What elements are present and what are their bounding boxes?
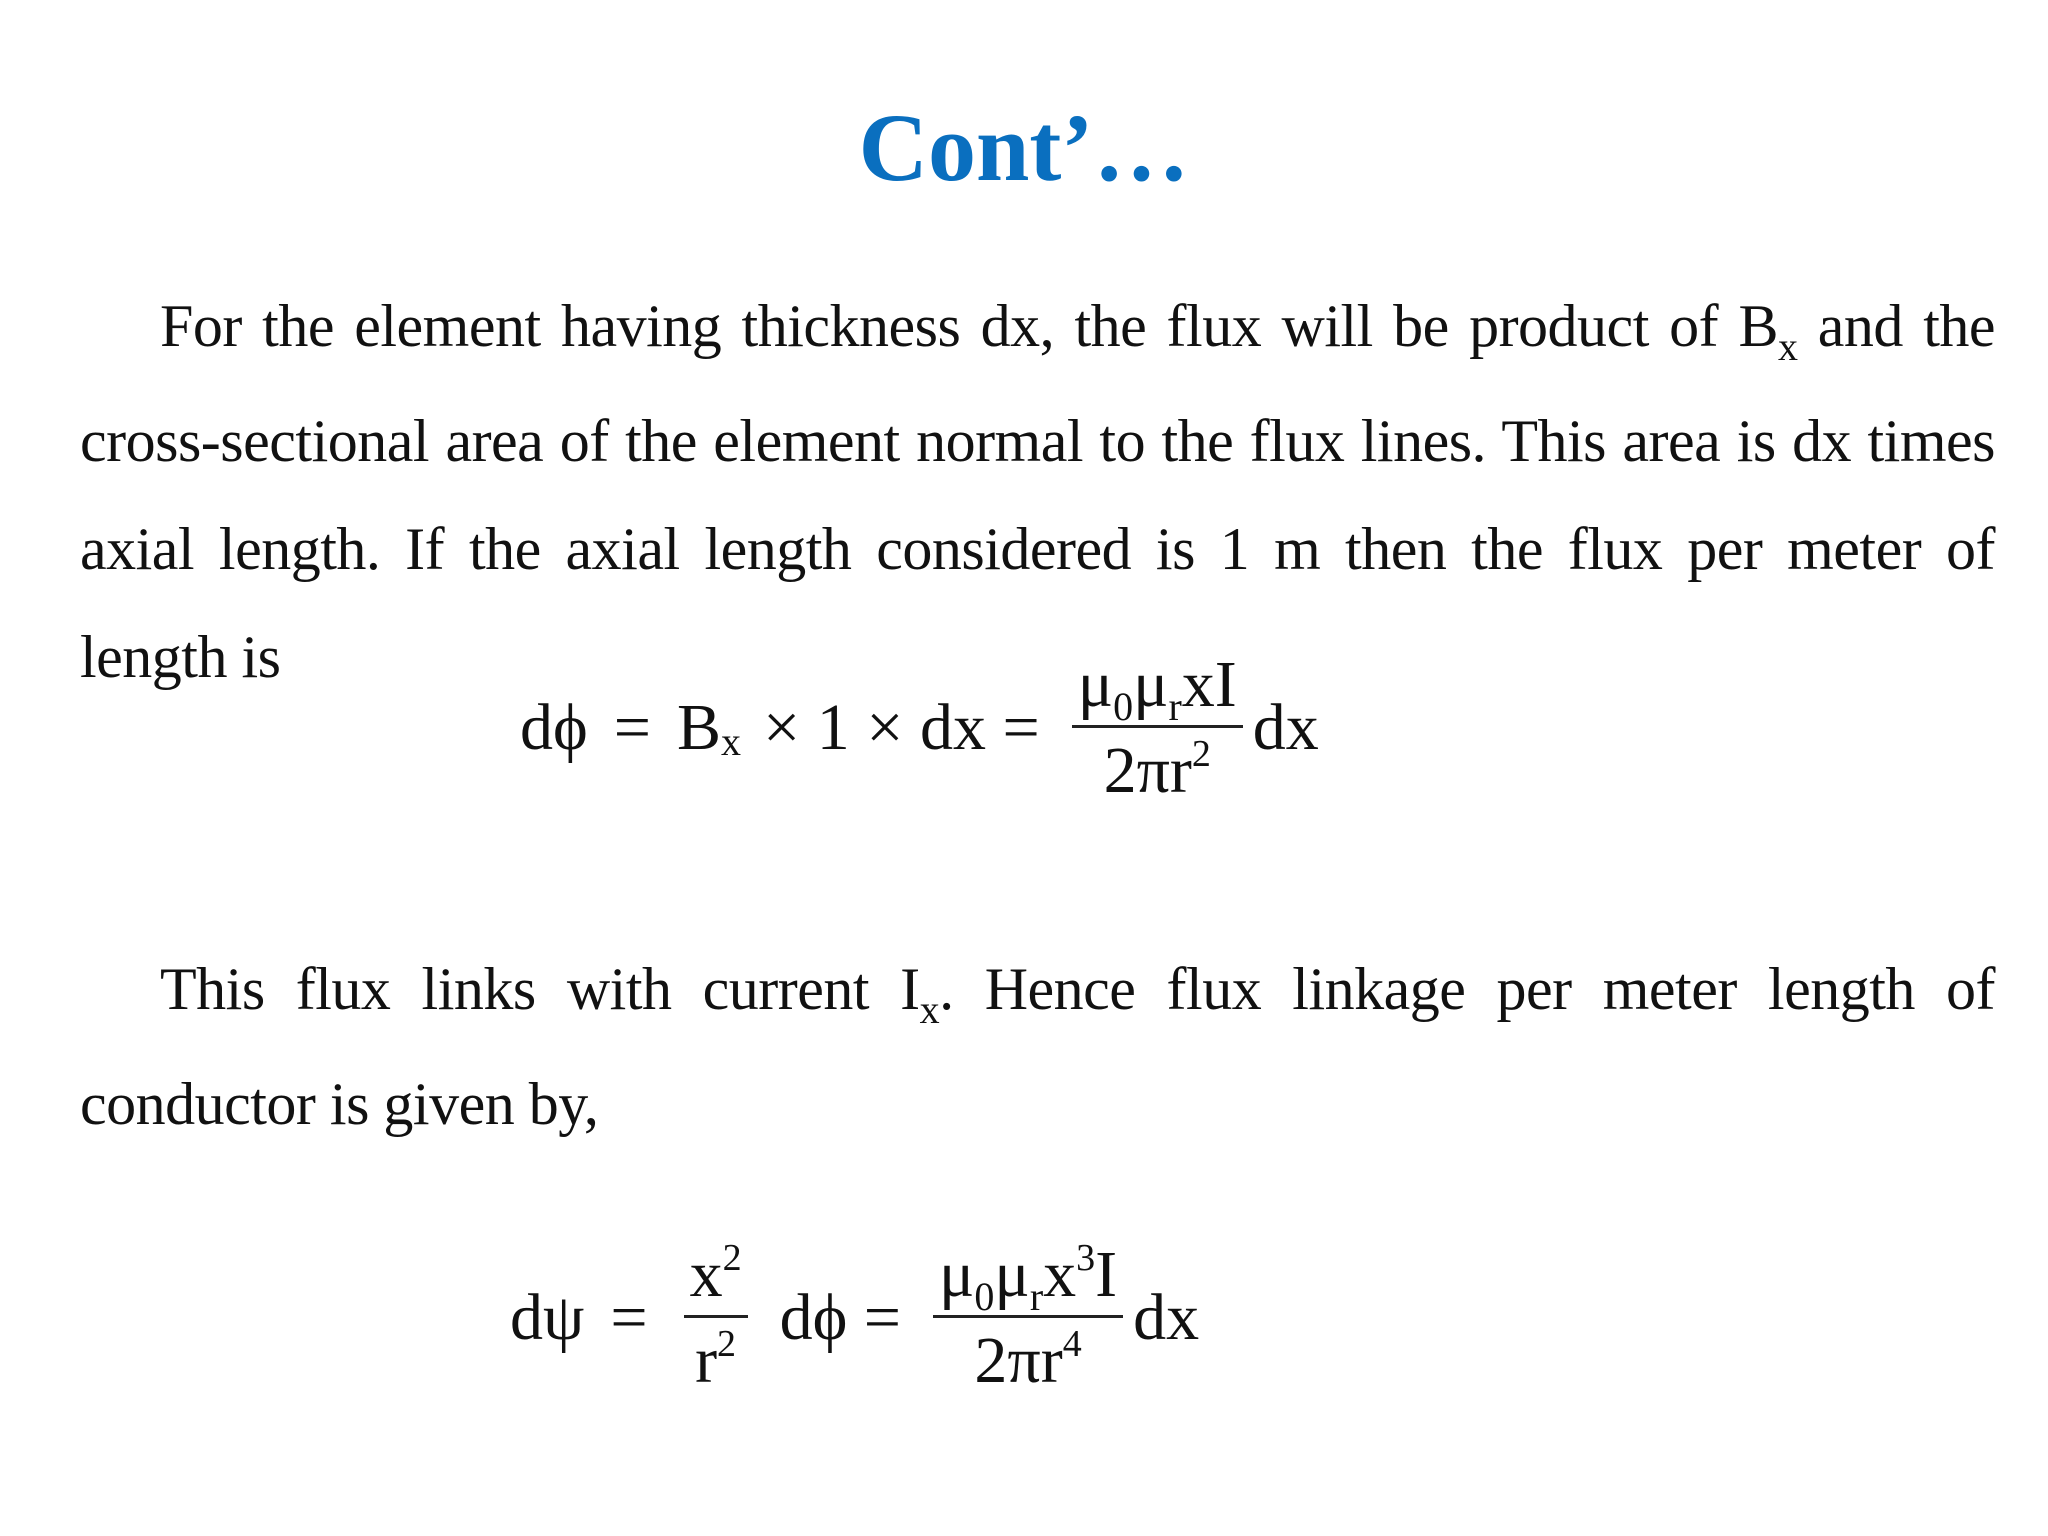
fraction: [684, 1237, 748, 1398]
superscript: 4: [1062, 1323, 1082, 1366]
paragraph-text: For the element having thickness dx, the flux will be product of B: [160, 293, 1778, 359]
slide-body: [80, 272, 1995, 711]
subscript: x: [721, 719, 742, 765]
paragraph-text: . Hence flux linkage per meter length of conductor is given by,: [80, 956, 1995, 1137]
fraction-numerator: [933, 1237, 1123, 1319]
subscript: x: [1777, 324, 1798, 369]
mu-symbol: μ: [1077, 648, 1114, 721]
numerator-text: xI: [1181, 648, 1237, 721]
slide-title: Cont’…: [858, 94, 1190, 201]
equation-lhs: dϕ: [520, 690, 588, 764]
superscript: 2: [722, 1237, 742, 1279]
fraction: [1072, 650, 1243, 806]
equals-sign: =: [610, 1280, 648, 1354]
paragraph-flux-linkage: [80, 935, 1995, 1158]
equation-tail: dx: [1133, 1280, 1200, 1354]
numerator-text: I: [1095, 1238, 1118, 1311]
x-symbol: x: [1043, 1238, 1077, 1311]
paragraph-text: and the cross-sectional area of the element normal to the flux lines. This area is dx times axial length. If the axial length considered is 1 m then the flux per meter of length is: [80, 293, 1996, 690]
superscript: 2: [1191, 733, 1211, 776]
numerator-text: x: [689, 1238, 723, 1311]
mu-symbol: μ: [1133, 648, 1169, 721]
fraction-denominator: [1103, 728, 1211, 808]
paragraph-text: This flux links with current I: [160, 956, 920, 1022]
superscript: 2: [717, 1323, 737, 1366]
b-symbol: B: [676, 690, 722, 764]
equation-middle: dϕ =: [779, 1280, 902, 1354]
paragraph-flux-element: [80, 272, 1995, 711]
subscript: r: [1029, 1274, 1044, 1319]
superscript: 3: [1076, 1237, 1096, 1279]
mu-symbol: μ: [939, 1238, 975, 1311]
equation-dphi: [520, 650, 1319, 806]
denominator-text: r: [695, 1324, 718, 1398]
subscript: 0: [1113, 684, 1134, 729]
equals-sign: =: [613, 690, 651, 764]
subscript: r: [1168, 684, 1182, 729]
fraction-numerator: [1072, 650, 1243, 728]
subscript: 0: [974, 1274, 995, 1319]
fraction-numerator: [684, 1237, 748, 1318]
equation-lhs: dψ: [510, 1280, 585, 1354]
denominator-text: 2πr: [1103, 734, 1192, 808]
equation-middle: × 1 × dx =: [763, 690, 1040, 764]
fraction: [933, 1237, 1123, 1398]
fraction-denominator: [974, 1318, 1082, 1398]
fraction-denominator: [695, 1318, 737, 1398]
slide-body-2: [80, 935, 1995, 1158]
equation-dpsi: [510, 1237, 1200, 1398]
equation-tail: dx: [1252, 690, 1319, 764]
denominator-text: 2πr: [974, 1324, 1063, 1398]
mu-symbol: μ: [994, 1238, 1030, 1311]
subscript: x: [919, 987, 940, 1032]
